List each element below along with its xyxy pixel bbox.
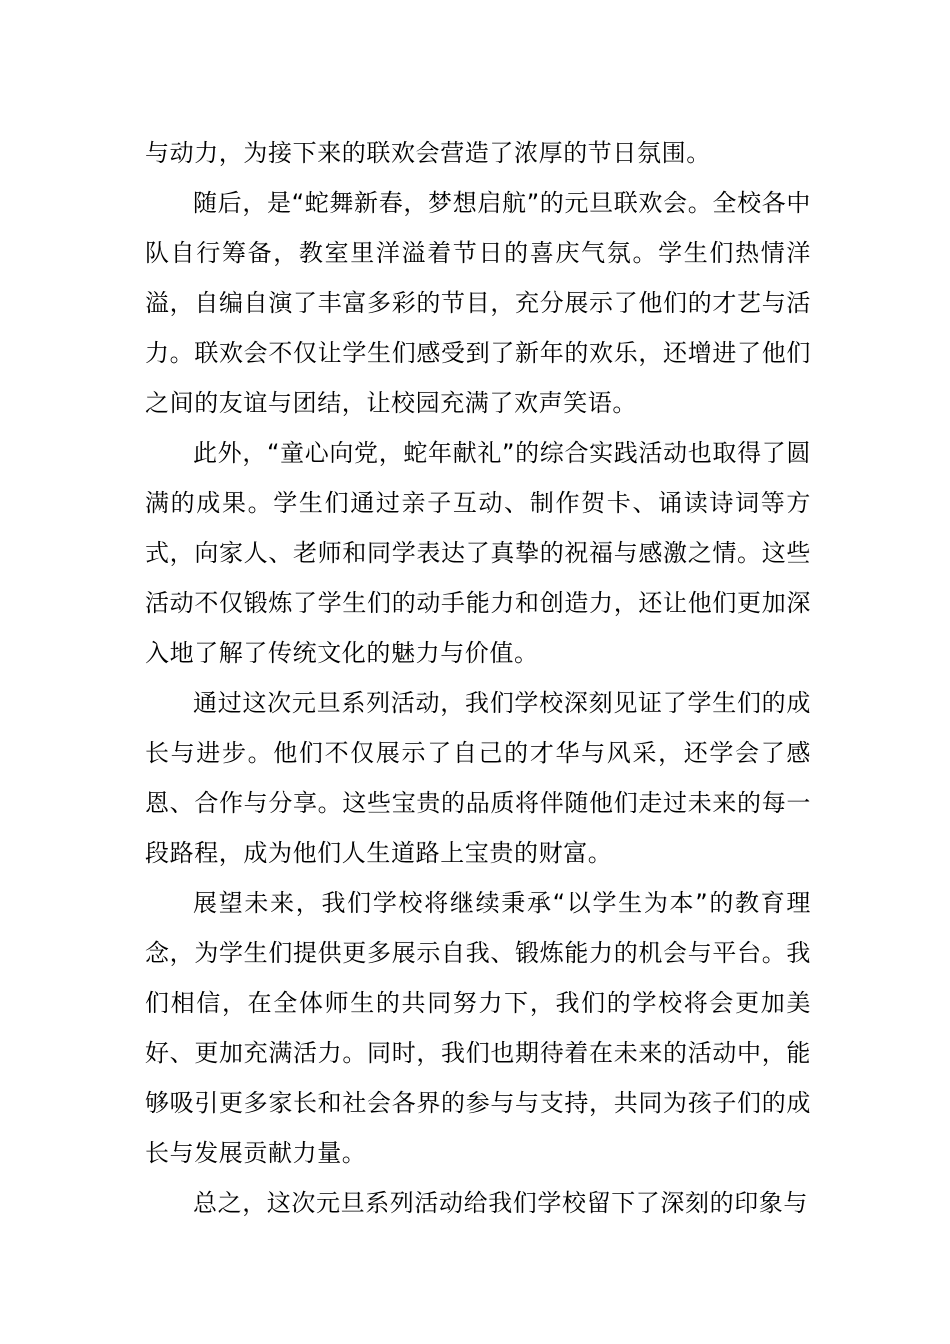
paragraph-continuation: 与动力，为接下来的联欢会营造了浓厚的节日氛围。 bbox=[145, 139, 711, 167]
paragraph-practice-activity: 此外，“童心向党，蛇年献礼”的综合实践活动也取得了圆满的成果。学生们通过亲子互动、制作贺卡、诵读诗词等方式，向家人、老师和同学表达了真挚的祝福与感激之情。这些活动不仅锻炼了学生们的动手能力和创造力，还让他们更加深入地了解了传统文化的魅力与价值。 bbox=[145, 439, 811, 667]
document-body bbox=[145, 128, 811, 1228]
paragraph-outlook: 展望未来，我们学校将继续秉承“以学生为本”的教育理念，为学生们提供更多展示自我、锻炼能力的机会与平台。我们相信，在全体师生的共同努力下，我们的学校将会更加美好、更加充满活力。同时，我们也期待着在未来的活动中，能够吸引更多家长和社会各界的参与与支持，共同为孩子们的成长与发展贡献力量。 bbox=[145, 889, 811, 1167]
paragraph-new-year-party: 随后，是“蛇舞新春，梦想启航”的元旦联欢会。全校各中队自行筹备，教室里洋溢着节日的喜庆气氛。学生们热情洋溢，自编自演了丰富多彩的节目，充分展示了他们的才艺与活力。联欢会不仅让学生们感受到了新年的欢乐，还增进了他们之间的友谊与团结，让校园充满了欢声笑语。 bbox=[145, 189, 811, 417]
paragraph-growth: 通过这次元旦系列活动，我们学校深刻见证了学生们的成长与进步。他们不仅展示了自己的才华与风采，还学会了感恩、合作与分享。这些宝贵的品质将伴随他们走过未来的每一段路程，成为他们人生道路上宝贵的财富。 bbox=[145, 689, 811, 867]
paragraph-conclusion: 总之，这次元旦系列活动给我们学校留下了深刻的印象与 bbox=[193, 1189, 808, 1217]
